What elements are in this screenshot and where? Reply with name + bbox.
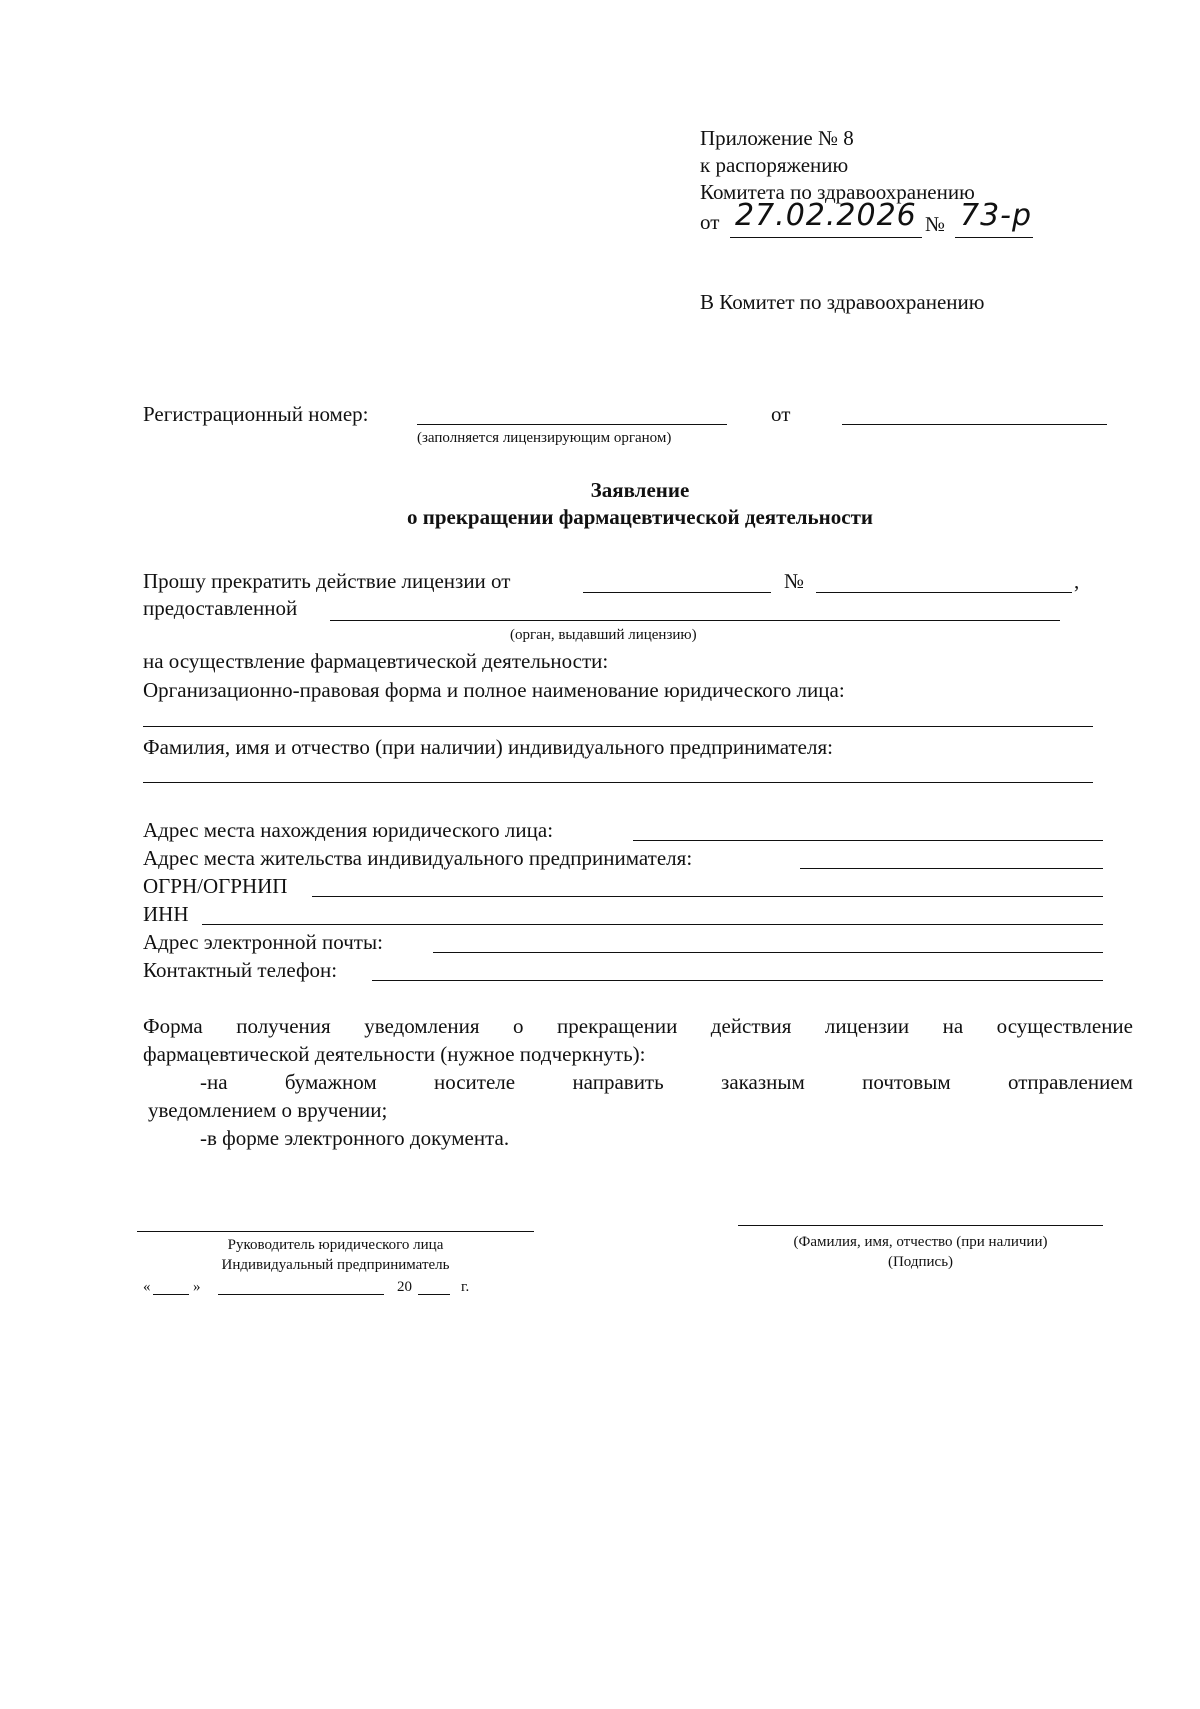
- registration-number-field[interactable]: [417, 424, 727, 425]
- ogrn-field[interactable]: [312, 896, 1103, 897]
- notification-intro-word: лицензии: [824, 1014, 910, 1038]
- notification-intro-word: уведомления: [364, 1014, 480, 1038]
- issuing-authority-field[interactable]: [330, 620, 1060, 621]
- residence-address-field[interactable]: [800, 868, 1103, 869]
- fio-hint: (Фамилия, имя, отчество (при наличии): [793, 1234, 1048, 1250]
- option-paper-word: заказным: [721, 1070, 805, 1094]
- notification-intro-word: на: [942, 1014, 964, 1038]
- legal-entity-label: Организационно-правовая форма и полное наименование юридического лица:: [143, 678, 845, 702]
- registration-hint: (заполняется лицензирующим органом): [417, 430, 672, 446]
- phone-field[interactable]: [372, 980, 1103, 981]
- notification-intro-word: осуществление: [996, 1014, 1133, 1038]
- inn-label: ИНН: [143, 902, 189, 926]
- notification-intro-word: действия: [710, 1014, 792, 1038]
- notification-intro-word: Форма: [143, 1014, 203, 1038]
- legal-address-field[interactable]: [633, 840, 1103, 841]
- option-paper-word: отправлением: [1007, 1070, 1133, 1094]
- notification-intro-word: о: [513, 1014, 524, 1038]
- provided-by-label: предоставленной: [143, 596, 298, 620]
- sign-month-field[interactable]: [218, 1294, 384, 1295]
- license-request-text: Прошу прекратить действие лицензии от: [143, 569, 511, 593]
- registration-date-field[interactable]: [842, 424, 1107, 425]
- date-quote-open: «: [143, 1279, 151, 1295]
- order-number-line: [955, 237, 1033, 238]
- notification-intro: [143, 1013, 1133, 1039]
- ogrn-label: ОГРН/ОГРНИП: [143, 874, 288, 898]
- signature-hint: (Подпись): [887, 1254, 954, 1270]
- notification-option-paper[interactable]: [200, 1069, 1133, 1095]
- head-signature-line[interactable]: [137, 1231, 534, 1232]
- order-number-handwritten: 73-р: [960, 198, 1033, 233]
- email-label: Адрес электронной почты:: [143, 930, 383, 954]
- phone-label: Контактный телефон:: [143, 958, 338, 982]
- entrepreneur-signature-label: Индивидуальный предприниматель: [221, 1257, 450, 1273]
- sign-year-prefix: 20: [397, 1279, 412, 1295]
- email-field[interactable]: [433, 952, 1103, 953]
- notification-option-electronic[interactable]: -в форме электронного документа.: [200, 1126, 510, 1150]
- option-paper-word: носителе: [433, 1070, 516, 1094]
- license-number-sign: №: [784, 569, 805, 593]
- committee-name: Комитета по здравоохранению: [700, 180, 975, 204]
- order-number-label: №: [925, 212, 946, 236]
- issuing-authority-hint: (орган, выдавший лицензию): [510, 627, 697, 643]
- sign-day-field[interactable]: [153, 1294, 189, 1295]
- notification-intro-line2: фармацевтической деятельности (нужное подчеркнуть):: [143, 1042, 646, 1066]
- notification-intro-word: прекращении: [557, 1014, 678, 1038]
- legal-address-label: Адрес места нахождения юридического лица:: [143, 818, 554, 842]
- option-paper-word: -на: [200, 1070, 228, 1094]
- registration-date-label: от: [771, 402, 791, 426]
- order-reference: к распоряжению: [700, 153, 849, 177]
- residence-address-label: Адрес места жительства индивидуального предпринимателя:: [143, 846, 693, 870]
- option-paper-word: бумажном: [284, 1070, 377, 1094]
- addressee: В Комитет по здравоохранению: [700, 290, 985, 314]
- date-quote-close: »: [193, 1279, 201, 1295]
- inn-field[interactable]: [202, 924, 1103, 925]
- license-comma: ,: [1074, 569, 1080, 593]
- registration-number-label: Регистрационный номер:: [143, 402, 369, 426]
- license-date-field[interactable]: [583, 592, 771, 593]
- document-subtitle: о прекращении фармацевтической деятельности: [406, 505, 873, 529]
- option-paper-word: почтовым: [862, 1070, 951, 1094]
- activity-label: на осуществление фармацевтической деятельности:: [143, 649, 609, 673]
- sign-year-field[interactable]: [418, 1294, 450, 1295]
- entrepreneur-label: Фамилия, имя и отчество (при наличии) индивидуального предпринимателя:: [143, 735, 833, 759]
- head-label: Руководитель юридического лица: [227, 1237, 444, 1253]
- notification-option-paper-line2[interactable]: уведомлением о вручении;: [148, 1098, 388, 1122]
- legal-entity-field[interactable]: [143, 726, 1093, 727]
- document-title: Заявление: [590, 478, 690, 502]
- order-date-label: от: [700, 210, 720, 234]
- entrepreneur-field[interactable]: [143, 782, 1093, 783]
- fio-signature-line[interactable]: [738, 1225, 1103, 1226]
- license-number-field[interactable]: [816, 592, 1072, 593]
- order-date-line: [730, 237, 922, 238]
- option-paper-word: направить: [572, 1070, 664, 1094]
- notification-intro-word: получения: [236, 1014, 331, 1038]
- sign-year-suffix: г.: [461, 1279, 470, 1295]
- appendix-number: Приложение № 8: [700, 126, 854, 150]
- order-date-handwritten: 27.02.2026: [735, 198, 917, 233]
